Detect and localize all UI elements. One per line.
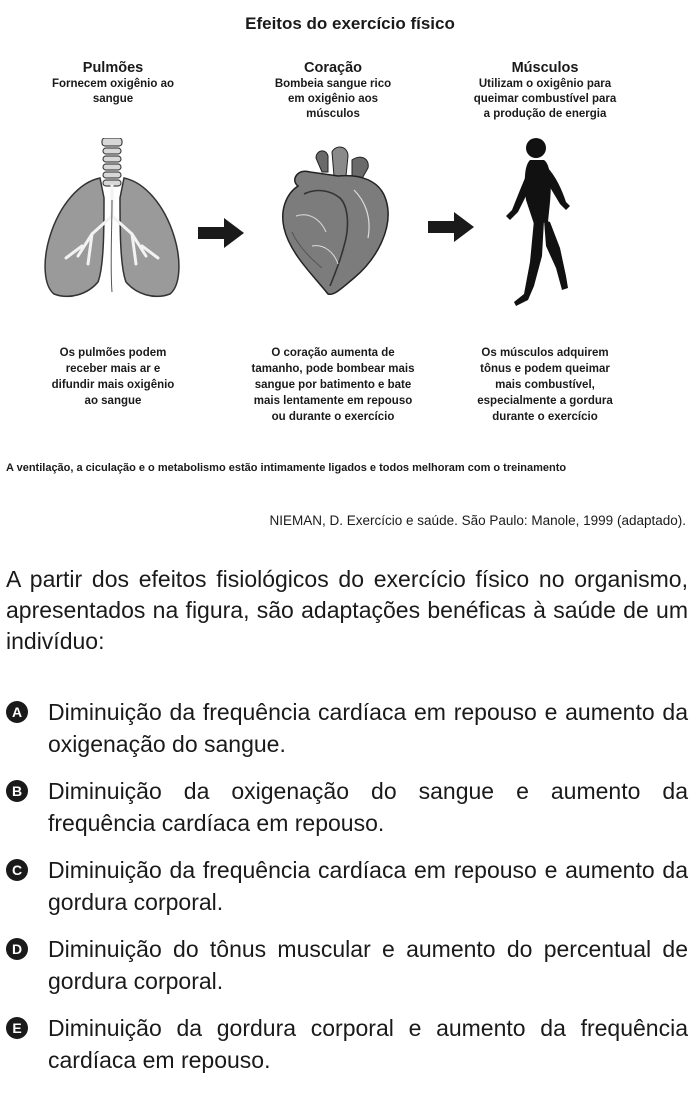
option-letter-badge: D	[6, 938, 28, 960]
option-text: Diminuição da frequência cardíaca em repouso e aumento da oxigenação do sangue.	[48, 699, 688, 757]
column-heart	[228, 60, 438, 122]
arrow-right-icon	[198, 218, 244, 248]
answer-options	[6, 696, 688, 1091]
option-text: Diminuição do tônus muscular e aumento do percentual de gordura corporal.	[48, 936, 688, 994]
subtitle-line: sangue	[92, 93, 134, 105]
column-subtitle	[8, 77, 218, 107]
column-lungs	[8, 60, 218, 107]
column-heading: Pulmões	[82, 60, 144, 76]
figure-source: NIEMAN, D. Exercício e saúde. São Paulo: Manole, 1999 (adaptado).	[269, 513, 686, 528]
option-letter-badge: B	[6, 780, 28, 802]
footer-line: ou durante o exercício	[271, 411, 395, 423]
option-letter-badge: E	[6, 1017, 28, 1039]
option-c[interactable]	[6, 854, 688, 918]
option-d[interactable]	[6, 933, 688, 997]
option-text: Diminuição da oxigenação do sangue e aumento da frequência cardíaca em repouso.	[48, 778, 688, 836]
option-letter-badge: A	[6, 701, 28, 723]
footer-line: tônus e podem queimar	[480, 363, 610, 375]
footer-line: receber mais ar e	[65, 363, 161, 375]
lungs-icon	[38, 138, 186, 300]
footer-line: especialmente a gordura	[477, 395, 613, 407]
footer-line: difundir mais oxigênio	[51, 379, 175, 391]
option-letter-badge: C	[6, 859, 28, 881]
subtitle-line: em oxigênio aos	[287, 93, 379, 105]
heart-icon	[268, 146, 404, 296]
subtitle-line: músculos	[306, 108, 360, 120]
footer-line: durante o exercício	[492, 411, 598, 423]
runner-icon	[494, 136, 574, 312]
column-muscles	[440, 60, 650, 122]
question-stem: A partir dos efeitos fisiológicos do exercício físico no organismo, apresentados na figura, são adaptações benéficas à saúde de um indivíduo:	[6, 566, 688, 654]
footer-line: mais lentamente em repouso	[253, 395, 413, 407]
option-b[interactable]	[6, 775, 688, 839]
option-text: Diminuição da frequência cardíaca em repouso e aumento da gordura corporal.	[48, 857, 688, 915]
subtitle-line: Bombeia sangue rico	[274, 78, 392, 90]
subtitle-line: a produção de energia	[483, 108, 607, 120]
column-footer-muscles	[440, 345, 650, 425]
column-heading: Coração	[303, 60, 363, 76]
column-subtitle	[228, 77, 438, 122]
footer-line: sangue por batimento e bate	[254, 379, 412, 391]
footer-line: tamanho, pode bombear mais	[251, 363, 415, 375]
column-footer-heart	[228, 345, 438, 425]
arrow-right-icon	[428, 212, 474, 242]
column-footer-lungs	[8, 345, 218, 409]
option-text: Diminuição da gordura corporal e aumento da frequência cardíaca em repouso.	[48, 1015, 688, 1073]
footer-line: mais combustível,	[495, 379, 595, 391]
subtitle-line: queimar combustível para	[473, 93, 617, 105]
footer-line: Os pulmões podem	[59, 347, 167, 359]
column-subtitle	[440, 77, 650, 122]
figure-title: Efeitos do exercício físico	[245, 14, 455, 33]
footer-line: O coração aumenta de	[271, 347, 395, 359]
footer-line: ao sangue	[84, 395, 142, 407]
column-heading: Músculos	[511, 60, 579, 76]
option-a[interactable]	[6, 696, 688, 760]
subtitle-line: Fornecem oxigênio ao	[51, 78, 175, 90]
exercise-effects-figure	[0, 0, 700, 490]
subtitle-line: Utilizam o oxigênio para	[478, 78, 612, 90]
option-e[interactable]	[6, 1012, 688, 1076]
footer-line: Os músculos adquirem	[481, 347, 609, 359]
figure-summary: A ventilação, a ciculação e o metabolismo estão intimamente ligados e todos melhoram com o treinamento	[6, 462, 567, 474]
